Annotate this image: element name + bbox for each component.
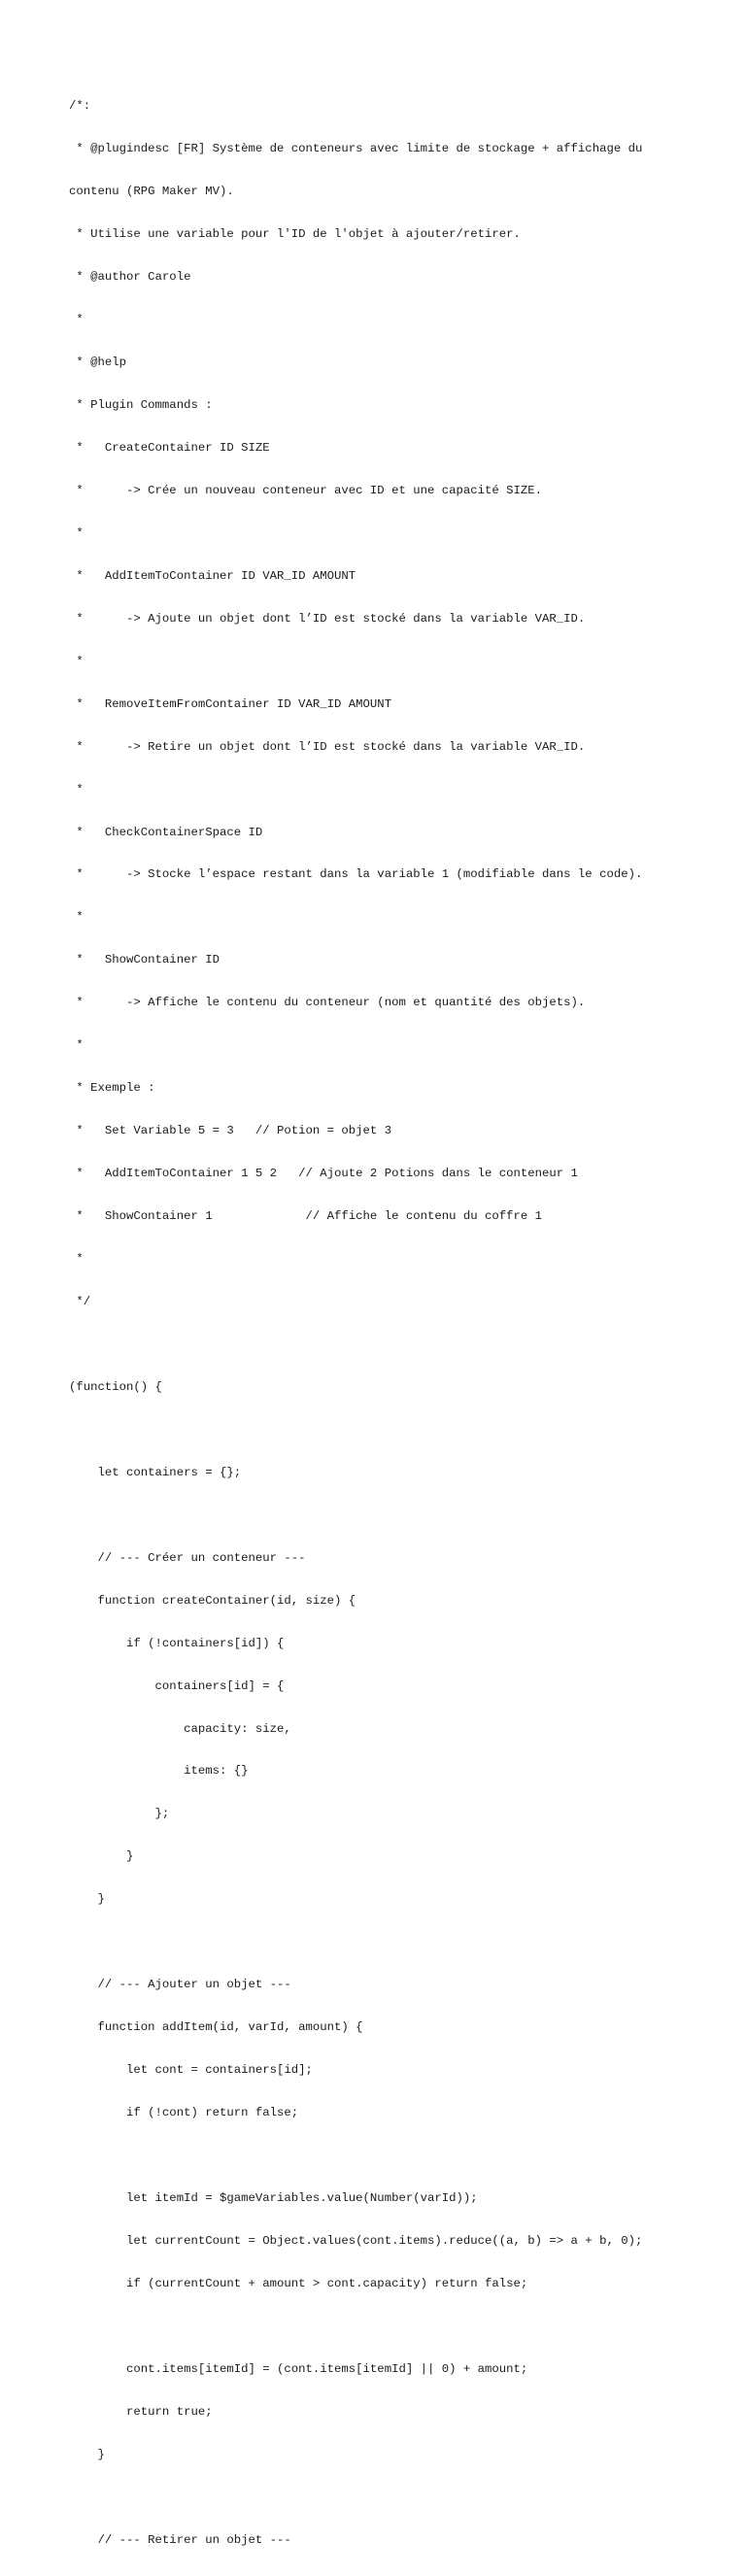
code-line: * Utilise une variable pour l'ID de l'objet à ajouter/retirer. bbox=[69, 227, 521, 242]
code-line bbox=[69, 1935, 729, 1949]
code-line: * @plugindesc [FR] Système de conteneurs avec limite de stockage + affichage du bbox=[69, 142, 643, 156]
code-line: * AddItemToContainer ID VAR_ID AMOUNT bbox=[69, 568, 356, 583]
code-line: function createContainer(id, size) { bbox=[69, 1593, 356, 1608]
code-line bbox=[69, 2149, 729, 2163]
code-line: * Set Variable 5 = 3 // Potion = objet 3 bbox=[69, 1124, 392, 1138]
code-line: * -> Stocke l’espace restant dans la variable 1 (modifiable dans le code). bbox=[69, 867, 643, 882]
code-line: * -> Affiche le contenu du conteneur (nom et quantité des objets). bbox=[69, 996, 586, 1010]
code-line: * bbox=[69, 1252, 84, 1267]
code-line: let cont = containers[id]; bbox=[69, 2063, 313, 2078]
code-line: // --- Retirer un objet --- bbox=[69, 2532, 291, 2547]
code-line bbox=[69, 1423, 729, 1438]
code-line: // --- Créer un conteneur --- bbox=[69, 1550, 306, 1565]
code-line: * Plugin Commands : bbox=[69, 397, 213, 412]
code-line: * -> Crée un nouveau conteneur avec ID et une capacité SIZE. bbox=[69, 483, 543, 497]
code-line: * bbox=[69, 782, 84, 797]
code-line: */ bbox=[69, 1295, 91, 1308]
code-line bbox=[69, 2491, 729, 2505]
code-line: items: {} bbox=[69, 1764, 249, 1779]
code-line: return true; bbox=[69, 2404, 213, 2419]
code-line: * AddItemToContainer 1 5 2 // Ajoute 2 Potions dans le conteneur 1 bbox=[69, 1167, 578, 1181]
code-line: // --- Ajouter un objet --- bbox=[69, 1978, 291, 1992]
code-line: if (!cont) return false; bbox=[69, 2106, 299, 2120]
code-line: cont.items[itemId] = (cont.items[itemId] || 0) + amount; bbox=[69, 2361, 528, 2376]
code-line: /*: bbox=[69, 99, 91, 114]
code-line: * bbox=[69, 313, 84, 327]
code-line: * -> Ajoute un objet dont l’ID est stocké dans la variable VAR_ID. bbox=[69, 611, 586, 626]
code-line: }; bbox=[69, 1807, 170, 1821]
code-line: * -> Retire un objet dont l’ID est stocké dans la variable VAR_ID. bbox=[69, 739, 586, 754]
code-line: } bbox=[69, 2447, 105, 2461]
code-line: function addItem(id, varId, amount) { bbox=[69, 2020, 363, 2035]
code-line: * bbox=[69, 654, 84, 668]
code-line: * Exemple : bbox=[69, 1081, 155, 1096]
code-line: capacity: size, bbox=[69, 1721, 291, 1736]
code-line: * bbox=[69, 525, 84, 540]
code-line bbox=[69, 1338, 729, 1352]
code-block bbox=[69, 71, 729, 2576]
code-line: contenu (RPG Maker MV). bbox=[69, 185, 234, 199]
code-line: * ShowContainer ID bbox=[69, 953, 220, 967]
code-line: containers[id] = { bbox=[69, 1678, 285, 1693]
code-line: * CreateContainer ID SIZE bbox=[69, 440, 270, 455]
code-line: if (!containers[id]) { bbox=[69, 1636, 285, 1650]
code-line: (function() { bbox=[69, 1379, 162, 1394]
code-line: * bbox=[69, 1038, 84, 1053]
code-line: let itemId = $gameVariables.value(Number(varId)); bbox=[69, 2191, 478, 2206]
code-line: * bbox=[69, 910, 84, 925]
code-line: if (currentCount + amount > cont.capacity) return false; bbox=[69, 2276, 528, 2290]
code-line: } bbox=[69, 1849, 134, 1864]
code-line: * @help bbox=[69, 356, 127, 370]
code-line: let currentCount = Object.values(cont.items).reduce((a, b) => a + b, 0); bbox=[69, 2233, 643, 2248]
code-line bbox=[69, 2320, 729, 2334]
code-line: * ShowContainer 1 // Affiche le contenu du coffre 1 bbox=[69, 1209, 543, 1224]
code-line bbox=[69, 1508, 729, 1523]
code-line: * RemoveItemFromContainer ID VAR_ID AMOUNT bbox=[69, 696, 392, 711]
code-line: } bbox=[69, 1892, 105, 1907]
code-line: * CheckContainerSpace ID bbox=[69, 825, 263, 839]
code-line: let containers = {}; bbox=[69, 1465, 242, 1479]
code-line: * @author Carole bbox=[69, 270, 191, 285]
